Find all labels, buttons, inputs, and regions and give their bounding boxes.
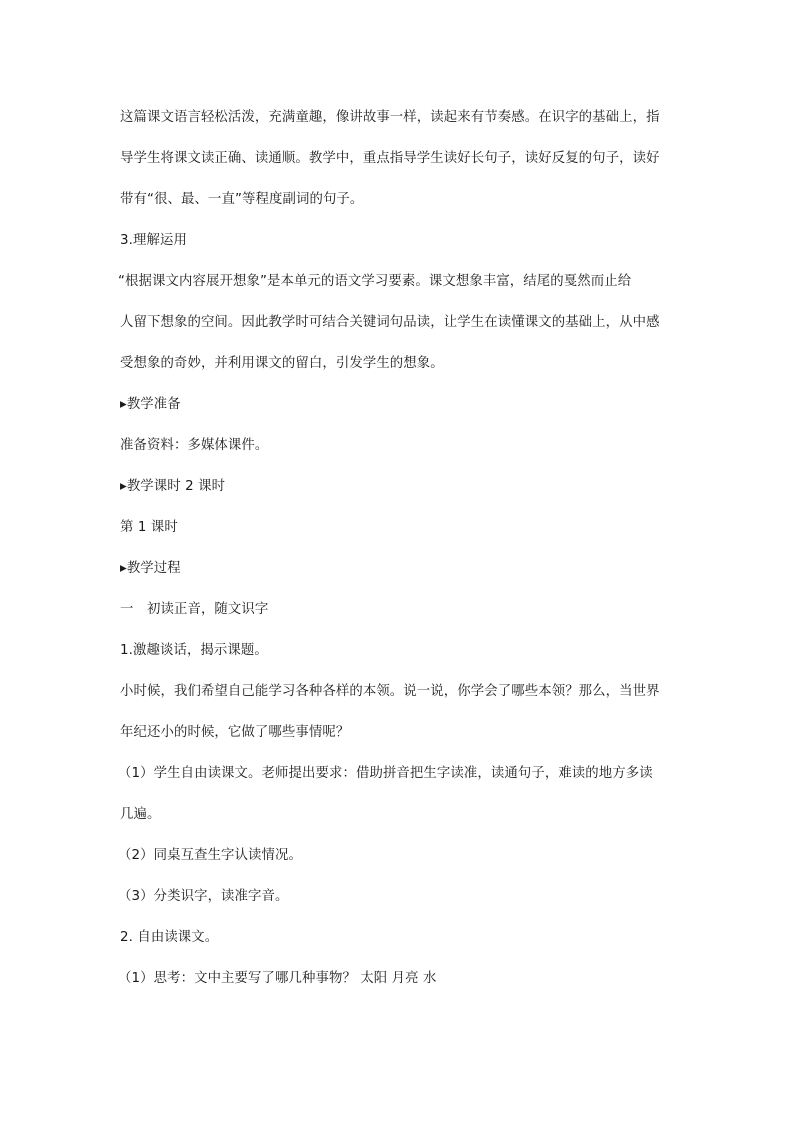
section-heading: ▸教学过程 bbox=[120, 561, 181, 576]
paragraph-line: 几遍。 bbox=[120, 807, 161, 822]
paragraph-line: （1）思考：文中主要写了哪几种事物？ 太阳 月亮 水 bbox=[118, 971, 437, 986]
section-heading: 一 初读正音，随文识字 bbox=[120, 602, 269, 617]
paragraph-line: 这篇课文语言轻松活泼，充满童趣，像讲故事一样，读起来有节奏感。在识字的基础上，指 bbox=[120, 110, 660, 125]
paragraph-line: 导学生将课文读正确、读通顺。教学中，重点指导学生读好长句子，读好反复的句子，读好 bbox=[120, 151, 660, 166]
section-heading: 3.理解运用 bbox=[120, 233, 187, 248]
paragraph-line: 准备资料：多媒体课件。 bbox=[120, 438, 269, 453]
paragraph-line: “根据课文内容展开想象”是本单元的语文学习要素。课文想象丰富，结尾的戛然而止给 bbox=[118, 274, 632, 289]
paragraph-line: 2. 自由读课文。 bbox=[120, 930, 219, 945]
section-heading: ▸教学课时 2 课时 bbox=[120, 479, 226, 494]
paragraph-line: 带有“很、最、一直”等程度副词的句子。 bbox=[120, 192, 364, 207]
paragraph-line: （2）同桌互查生字认读情况。 bbox=[118, 848, 302, 863]
paragraph-line: （1）学生自由读课文。老师提出要求：借助拼音把生字读准，读通句子，难读的地方多读 bbox=[118, 766, 653, 781]
paragraph-line: 受想象的奇妙，并利用课文的留白，引发学生的想象。 bbox=[120, 356, 444, 371]
section-heading: ▸教学准备 bbox=[120, 397, 181, 412]
paragraph-line: 年纪还小的时候，它做了哪些事情呢？ bbox=[120, 725, 350, 740]
section-heading: 第 1 课时 bbox=[120, 520, 178, 535]
paragraph-line: 小时候，我们希望自己能学习各种各样的本领。说一说，你学会了哪些本领？那么，当世界 bbox=[120, 684, 660, 699]
paragraph-line: 人留下想象的空间。因此教学时可结合关键词句品读，让学生在读懂课文的基础上，从中感 bbox=[120, 315, 660, 330]
paragraph-line: 1.激趣谈话，揭示课题。 bbox=[120, 643, 268, 658]
paragraph-line: （3）分类识字，读准字音。 bbox=[118, 889, 289, 904]
